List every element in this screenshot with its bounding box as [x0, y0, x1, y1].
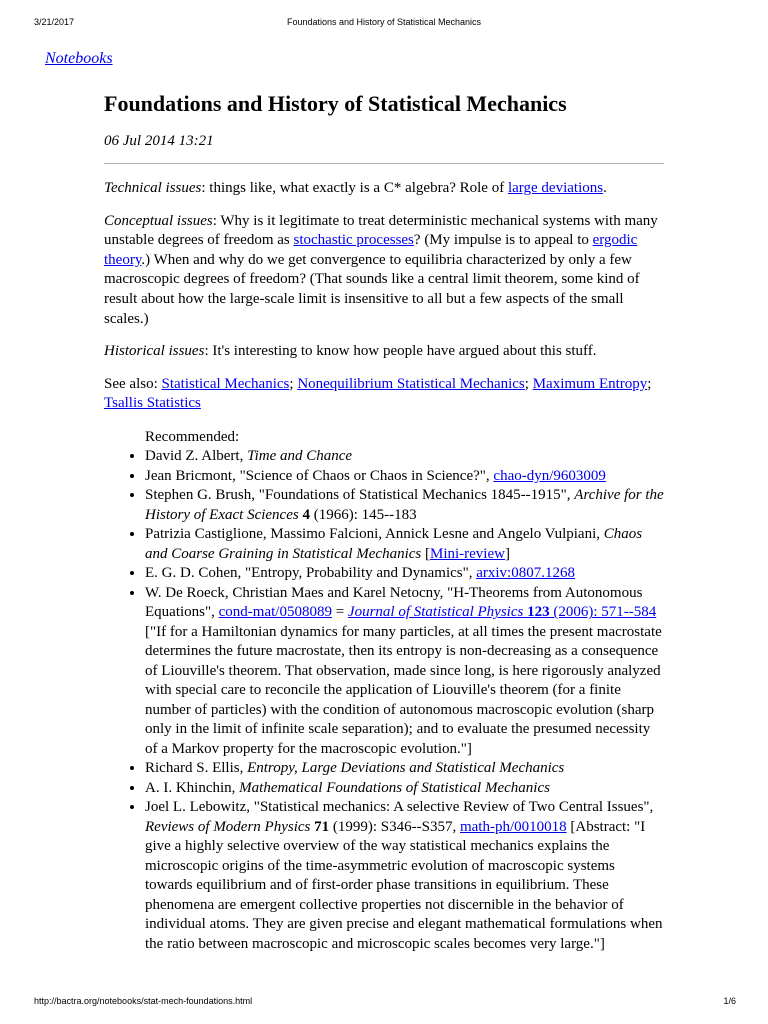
list-item	[145, 467, 664, 487]
technical-text: : things like, what exactly is a C* algebra? Role of	[201, 180, 508, 196]
see-also-paragraph	[104, 375, 664, 414]
divider	[104, 163, 664, 164]
journal-stat-phys-link[interactable]	[348, 604, 656, 620]
ref-authors: Richard S. Ellis,	[145, 760, 248, 777]
print-title: Foundations and History of Statistical Mechanics	[286, 17, 482, 27]
technical-text-end: .	[603, 180, 607, 196]
recommended-heading: Recommended:	[145, 428, 240, 445]
ref-volume: 71	[314, 818, 330, 835]
cond-mat-link[interactable]: cond-mat/0508089	[218, 604, 332, 621]
conceptual-issues-paragraph	[104, 212, 664, 330]
ref-title: Mathematical Foundations of Statistical Mechanics	[239, 779, 550, 796]
ref-volume: 4	[302, 506, 310, 523]
list-item	[145, 486, 664, 525]
ref-text: W. De Roeck, Christian Maes and Karel Netocny, "H-Theorems from Autonomous Equations",	[145, 584, 643, 621]
list-item	[145, 759, 664, 779]
notebook-page	[45, 50, 664, 954]
ref-text: Jean Bricmont, "Science of Chaos or Chaos in Science?",	[145, 467, 494, 484]
see-also-prefix: See also:	[104, 375, 162, 392]
conceptual-text-2: ? (My impulse is to appeal to	[413, 232, 593, 249]
list-item	[145, 447, 664, 467]
arxiv-link[interactable]: arxiv:0807.1268	[476, 565, 575, 582]
print-header	[0, 17, 768, 29]
print-url: http://bactra.org/notebooks/stat-mech-foundations.html	[34, 996, 253, 1006]
technical-issues-paragraph	[104, 179, 664, 199]
stochastic-processes-link[interactable]: stochastic processes	[293, 232, 414, 249]
nonequilibrium-stat-mech-link[interactable]: Nonequilibrium Statistical Mechanics	[297, 375, 525, 392]
timestamp: 06 Jul 2014 13:21	[104, 133, 214, 149]
ref-pages: (1999): S346--S357,	[329, 818, 460, 835]
historical-issues-paragraph	[104, 342, 664, 362]
ref-text: Stephen G. Brush, "Foundations of Statistical Mechanics 1845--1915",	[145, 487, 575, 504]
print-footer	[0, 996, 768, 1008]
technical-issues-label: Technical issues	[104, 180, 202, 196]
list-item	[145, 564, 664, 584]
ref-quote: ["If for a Hamiltonian dynamics for many particles, at all times the present macrostate determines the future macrostate, then its entropy is non-decreasing as a consequence of Liouville's theorem. That observation, made since long, is here rigorously analyzed with special care to reconcile the application of Liouville's theorem (for a finite number of particles) with the condition of autonomous macroscopic evolution (sharp only in the limit of infinite scale separation); and to evaluate the presumed necessity of a Markov property for the macroscopic evolution."]	[145, 623, 662, 757]
ref-equals: =	[331, 604, 348, 621]
ref-authors: A. I. Khinchin,	[145, 779, 240, 796]
ref-pages: (2006): 571--584	[549, 604, 657, 621]
ref-text: E. G. D. Cohen, "Entropy, Probability and Dynamics",	[145, 565, 477, 582]
historical-issues-label: Historical issues	[104, 343, 205, 360]
maximum-entropy-link[interactable]: Maximum Entropy	[532, 375, 648, 392]
historical-text: : It's interesting to know how people have argued about this stuff.	[204, 343, 597, 360]
large-deviations-link[interactable]: large deviations	[507, 180, 604, 196]
list-item	[145, 798, 664, 954]
list-item	[145, 779, 664, 799]
mini-review-link[interactable]: Mini-review	[429, 545, 505, 562]
ref-title: Entropy, Large Deviations and Statistical Mechanics	[247, 760, 565, 777]
tsallis-statistics-link[interactable]: Tsallis Statistics	[104, 395, 201, 412]
list-item	[145, 584, 664, 760]
math-ph-link[interactable]: math-ph/0010018	[459, 818, 567, 835]
ref-title: Time and Chance	[247, 448, 353, 465]
ref-authors: Patrizia Castiglione, Massimo Falcioni, Annick Lesne and Angelo Vulpiani,	[145, 526, 604, 543]
page-title: Foundations and History of Statistical Mechanics	[104, 91, 567, 116]
ref-title: Chaos and Coarse Graining in Statistical Mechanics	[145, 526, 643, 562]
see-also-separator: ;	[289, 375, 298, 392]
ref-authors: David Z. Albert,	[145, 448, 248, 465]
ref-volume: 123	[527, 604, 550, 621]
statistical-mechanics-link[interactable]: Statistical Mechanics	[161, 375, 290, 392]
ref-journal: Reviews of Modern Physics	[145, 818, 311, 835]
ref-abstract: [Abstract: "I give a highly selective overview of the way statistical mechanics explains the microscopic origins of the time-asymmetric evolution of macroscopic systems towards equilibrium and of first-order phase transitions in equilibrium. These phenomena are emergent collective properties not discernible in the behavior of individual atoms. They are given precise and elegant mathematical formulations when the ratio between macroscopic and microscopic scales becomes very large."]	[145, 818, 663, 952]
chao-dyn-link[interactable]: chao-dyn/9603009	[493, 467, 606, 484]
list-item	[145, 525, 664, 564]
notebooks-link[interactable]: Notebooks	[45, 50, 113, 67]
bracket-open: [	[421, 545, 430, 562]
ref-journal: Archive for the History of Exact Sciences	[145, 487, 664, 523]
recommended-list	[104, 447, 664, 954]
print-page-number: 1/6	[723, 996, 736, 1006]
conceptual-text-1: : Why is it legitimate to treat deterministic mechanical systems with many unstable degrees of freedom as	[104, 212, 658, 249]
ref-journal: Journal of Statistical Physics	[347, 604, 524, 621]
ref-pages: (1966): 145--183	[309, 506, 417, 523]
ergodic-theory-link[interactable]: ergodic theory	[104, 232, 638, 268]
see-also-separator: ;	[647, 375, 652, 392]
conceptual-issues-label: Conceptual issues	[104, 212, 213, 229]
see-also-separator: ;	[524, 375, 533, 392]
breadcrumb	[45, 50, 664, 72]
bracket-close: ]	[504, 545, 510, 562]
conceptual-text-3: .) When and why do we get convergence to equilibria characterized by only a few macroscopic degrees of freedom? (That sounds like a central limit theorem, some kind of result about how the large-scale limit is insensitive to all but a few aspects of the small scales.)	[104, 251, 640, 327]
print-date: 3/21/2017	[34, 17, 75, 27]
ref-text: Joel L. Lebowitz, "Statistical mechanics: A selective Review of Two Central Issues",	[145, 799, 654, 816]
